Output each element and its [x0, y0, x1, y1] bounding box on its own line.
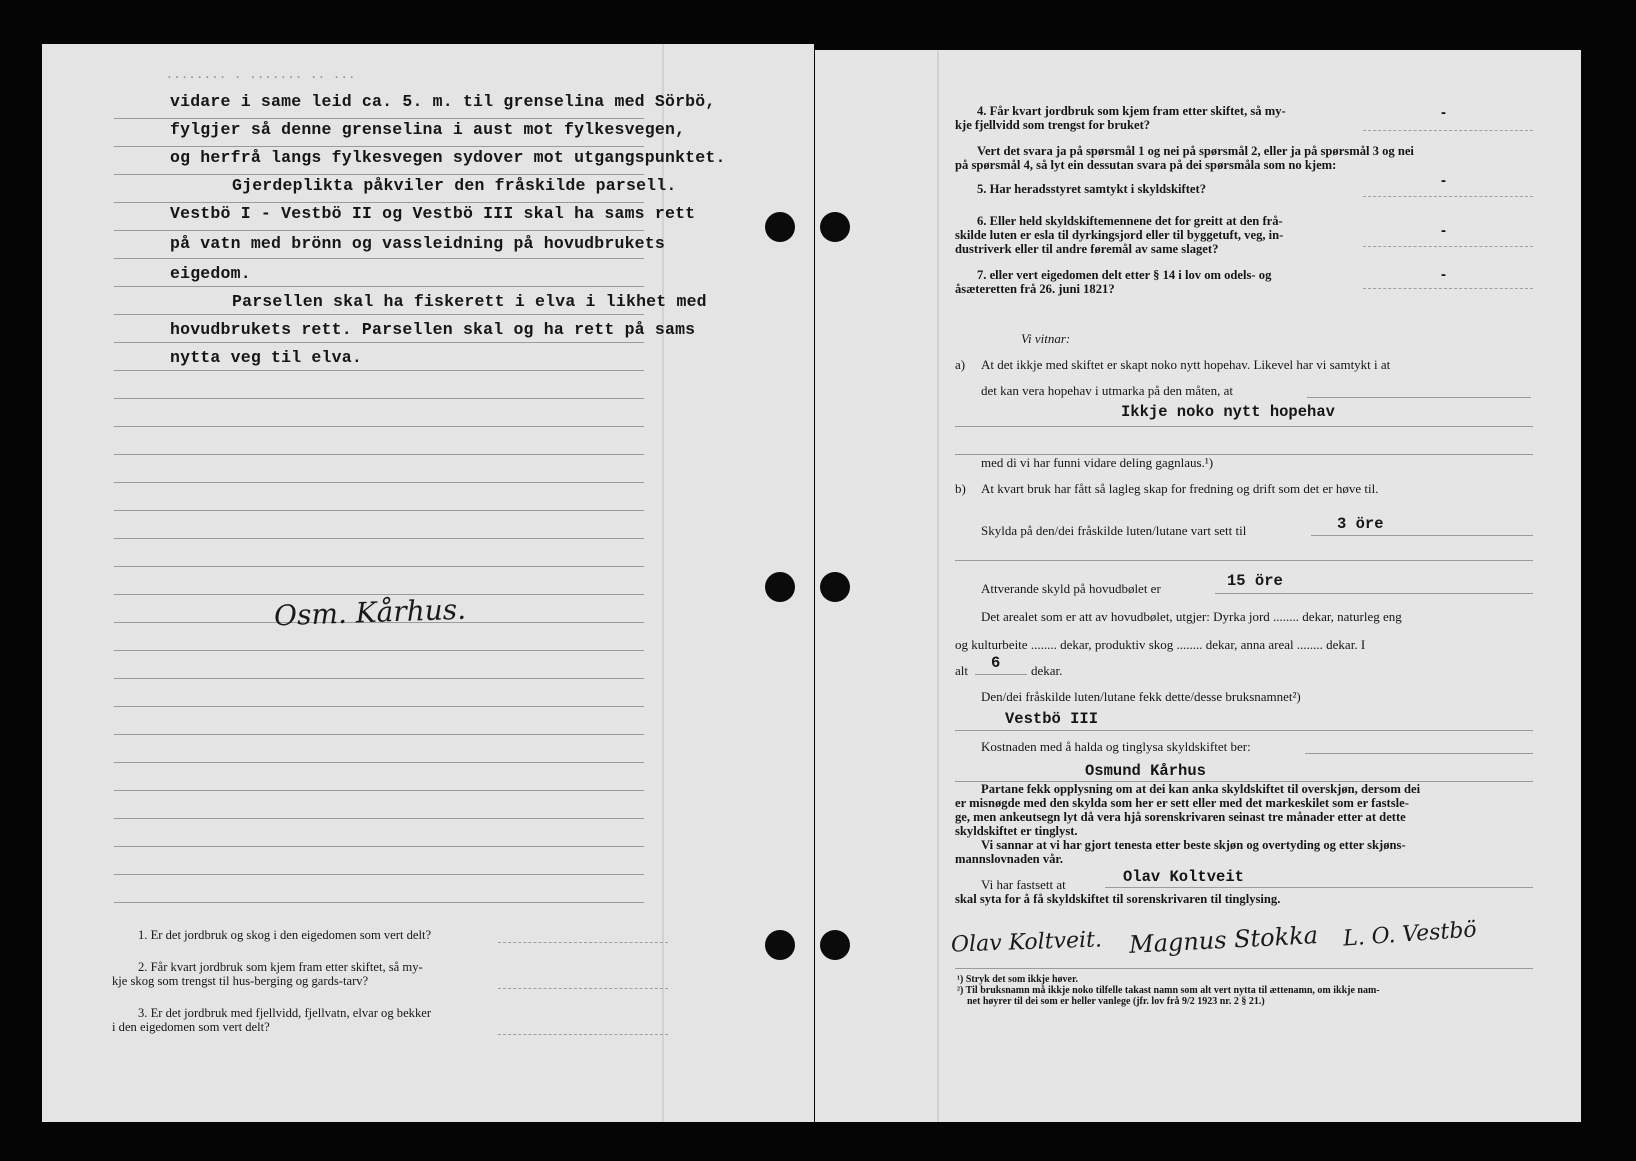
question-7-line-1: 7. eller vert eigedomen delt etter § 14 i lov om odels- og	[977, 268, 1272, 282]
faint-header: ........ . ....... .. ...	[166, 70, 357, 82]
body-line-1: vidare i same leid ca. 5. m. til grenselina med Sörbö,	[170, 92, 716, 111]
signature-3: L. O. Vestbö	[1342, 917, 1478, 952]
right-page	[815, 50, 1581, 1122]
partane-line-1: Partane fekk opplysning om at dei kan anka skyldskiftet til overskjøn, dersom dei	[981, 782, 1421, 796]
body-line-10: nytta veg til elva.	[170, 348, 362, 367]
question-7-answer: -	[1441, 266, 1446, 283]
footnote-1: ¹) Stryk det som ikkje høver.	[957, 974, 1078, 985]
a-line-2: det kan vera hopehav i utmarka på den måten, at	[981, 383, 1233, 398]
skylda-label: Skylda på den/dei fråskilde luten/lutane vart sett til	[981, 523, 1247, 538]
question-3-line-1: 3. Er det jordbruk med fjellvidd, fjellvatn, elvar og bekker	[138, 1006, 432, 1020]
question-2-line-1: 2. Får kvart jordbruk som kjem fram etter skiftet, så my-	[138, 960, 423, 974]
body-line-6: på vatn med brönn og vassleidning på hovudbrukets	[170, 234, 665, 253]
question-2-line-2: kje skog som trengst til hus-berging og gards-tarv?	[112, 974, 369, 988]
fastsett-value: Olav Koltveit	[1123, 868, 1244, 886]
kostnad-value: Osmund Kårhus	[1085, 762, 1206, 780]
fastsett-label: Vi har fastsett at	[981, 877, 1066, 892]
a-line-3: med di vi har funni vidare deling gagnlaus.¹)	[981, 455, 1214, 470]
question-4-line-1: 4. Får kvart jordbruk som kjem fram etter skiftet, så my-	[977, 104, 1286, 118]
binder-hole-icon	[820, 212, 850, 242]
binder-hole-icon	[765, 572, 795, 602]
bruksnamn-value: Vestbö III	[1005, 710, 1099, 728]
question-4-line-2: kje fjellvidd som trengst for bruket?	[955, 118, 1151, 132]
handwritten-signature: Osm. Kårhus.	[273, 592, 467, 633]
binder-hole-icon	[765, 930, 795, 960]
page-fold	[937, 50, 939, 1122]
b-line: At kvart bruk har fått så lagleg skap for fredning og drift som det er høve til.	[981, 481, 1379, 496]
bruksnamn-label: Den/dei fråskilde luten/lutane fekk dette/desse bruksnamnet²)	[981, 689, 1301, 704]
signature-1: Olav Koltveit.	[950, 927, 1103, 958]
b-label: b)	[955, 481, 966, 496]
intro-line-1: Vert det svara ja på spørsmål 1 og nei på spørsmål 2, eller ja på spørsmål 3 og nei	[977, 144, 1414, 158]
areal-alt-label: alt	[955, 663, 968, 678]
kostnad-label: Kostnaden med å halda og tinglysa skyldskiftet ber:	[981, 739, 1251, 754]
areal-dekar-label: dekar.	[1031, 663, 1063, 678]
body-line-4: Gjerdeplikta påkviler den fråskilde parsell.	[232, 176, 677, 195]
partane-line-2: er misnøgde med den skylda som her er sett eller med det markeskilet som er fastsle-	[955, 796, 1409, 810]
areal-alt-value: 6	[991, 654, 1001, 672]
body-line-5: Vestbö I - Vestbö II og Vestbö III skal ha sams rett	[170, 204, 696, 223]
signature-2: Magnus Stokka	[1128, 921, 1319, 959]
vi-vitnar-heading: Vi vitnar:	[1021, 331, 1071, 346]
question-1: 1. Er det jordbruk og skog i den eigedomen som vert delt?	[138, 928, 432, 942]
question-5-answer: -	[1441, 172, 1446, 189]
syta-line: skal syta for å få skyldskiftet til sorenskrivaren til tinglysing.	[955, 892, 1281, 906]
question-6-line-1: 6. Eller held skyldskiftemennene det for greitt at den frå-	[977, 214, 1283, 228]
a-label: a)	[955, 357, 966, 372]
a-line-1: At det ikkje med skiftet er skapt noko nytt hopehav. Likevel har vi samtykt i at	[981, 357, 1391, 372]
areal-line-2: og kulturbeite ........ dekar, produktiv skog ........ dekar, anna areal ........ dekar. I	[955, 637, 1366, 652]
footnote-2-line-1: ²) Til bruksnamn må ikkje noko tilfelle takast namn som alt vert nytta til ættenamn, om ikkje nam-	[957, 985, 1380, 996]
question-6-line-2: skilde luten er esla til dyrkingsjord eller til byggetuft, veg, in-	[955, 228, 1284, 242]
question-6-line-3: dustriverk eller til andre føremål av same slaget?	[955, 242, 1219, 256]
body-line-8: Parsellen skal ha fiskerett i elva i likhet med	[232, 292, 707, 311]
attverande-value: 15 öre	[1227, 572, 1283, 590]
question-7-line-2: åsæteretten frå 26. juni 1821?	[955, 282, 1115, 296]
binder-hole-icon	[765, 212, 795, 242]
question-6-answer: -	[1441, 222, 1446, 239]
sannar-line-1: Vi sannar at vi har gjort tenesta etter beste skjøn og overtyding og etter skjøns-	[981, 838, 1406, 852]
binder-hole-icon	[820, 572, 850, 602]
body-line-9: hovudbrukets rett. Parsellen skal og ha rett på sams	[170, 320, 696, 339]
body-line-2: fylgjer så denne grenselina i aust mot fylkesvegen,	[170, 120, 686, 139]
skylda-value: 3 öre	[1337, 515, 1384, 533]
partane-line-3: ge, men ankeutsegn lyt då vera hjå sorenskrivaren seinast tre månader etter at dette	[955, 810, 1406, 824]
question-5: 5. Har heradsstyret samtykt i skyldskiftet?	[977, 182, 1207, 196]
hopehav-value: Ikkje noko nytt hopehav	[1121, 403, 1335, 421]
attverande-label: Attverande skyld på hovudbølet er	[981, 581, 1161, 596]
partane-line-4: skyldskiftet er tinglyst.	[955, 824, 1078, 838]
body-line-7: eigedom.	[170, 264, 251, 283]
left-page	[42, 44, 814, 1122]
footnote-2-line-2: net høyrer til dei som er heller vanlege (jfr. lov frå 9/2 1923 nr. 2 § 21.)	[967, 996, 1265, 1007]
question-3-line-2: i den eigedomen som vert delt?	[112, 1020, 270, 1034]
areal-line-1: Det arealet som er att av hovudbølet, utgjer: Dyrka jord ........ dekar, naturleg eng	[981, 609, 1402, 624]
body-line-3: og herfrå langs fylkesvegen sydover mot utgangspunktet.	[170, 148, 726, 167]
intro-line-2: på spørsmål 4, så lyt ein dessutan svara på dei spørsmåla som no kjem:	[955, 158, 1337, 172]
sannar-line-2: mannslovnaden vår.	[955, 852, 1064, 866]
question-4-answer: -	[1441, 104, 1446, 121]
binder-hole-icon	[820, 930, 850, 960]
